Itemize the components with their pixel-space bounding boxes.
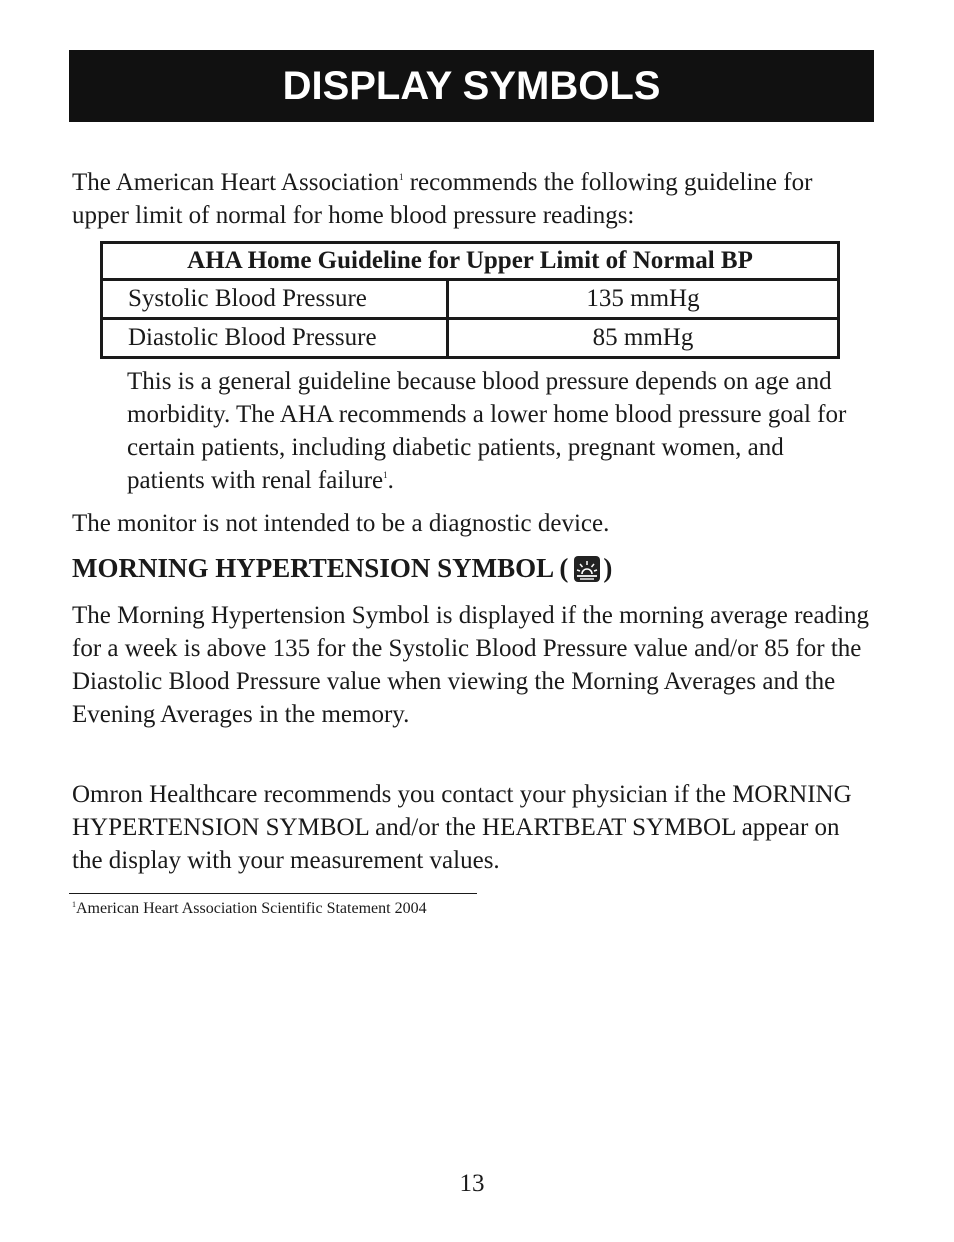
- row-value-systolic: 135 mmHg: [448, 280, 839, 319]
- header-banner: [69, 50, 874, 122]
- table-header-row: [102, 243, 839, 280]
- row-value-diastolic: 85 mmHg: [448, 319, 839, 358]
- guideline-note: [127, 365, 857, 497]
- table-title: AHA Home Guideline for Upper Limit of Normal BP: [102, 243, 839, 280]
- page-number: 13: [459, 1170, 485, 1197]
- bp-guideline-table: [100, 241, 840, 359]
- sunrise-icon: [574, 556, 600, 582]
- guideline-note-text: This is a general guideline because blood pressure depends on age and morbidity. The AHA recommends a lower home blood pressure goal for certain patients, including diabetic patients, pregnant women, and patients with renal failure: [127, 368, 847, 494]
- heading-text-before: MORNING HYPERTENSION SYMBOL (: [72, 553, 569, 583]
- guideline-footnote-ref: 1: [383, 470, 388, 480]
- heading-text-after: ): [603, 553, 613, 583]
- table-row: [102, 319, 839, 358]
- intro-paragraph: [72, 166, 872, 232]
- disclaimer-text: The monitor is not intended to be a diagnostic device.: [72, 510, 610, 537]
- morning-hypertension-heading: [72, 553, 612, 584]
- footnote-text: American Heart Association Scientific Statement 2004: [76, 900, 427, 917]
- page-title: DISPLAY SYMBOLS: [282, 63, 661, 108]
- intro-footnote-ref: 1: [398, 172, 404, 182]
- footnote-divider: [69, 893, 477, 894]
- row-label-systolic: Systolic Blood Pressure: [102, 280, 448, 319]
- footnote: [72, 900, 427, 918]
- intro-text-before: The American Heart Association: [72, 169, 399, 196]
- table-row: [102, 280, 839, 319]
- footnote-ref: 1: [72, 900, 76, 909]
- guideline-note-end: .: [387, 467, 394, 494]
- recommendation-paragraph: Omron Healthcare recommends you contact your physician if the MORNING HYPERTENSION SYMBOL and/or the HEARTBEAT SYMBOL appear on the display with your measurement values.: [72, 781, 852, 874]
- intro-text-after: recommends the following guideline for upper limit of normal for home blood pressure readings:: [72, 169, 813, 229]
- row-label-diastolic: Diastolic Blood Pressure: [102, 319, 448, 358]
- morning-section-body: The Morning Hypertension Symbol is displayed if the morning average reading for a week is above 135 for the Systolic Blood Pressure value and/or 85 for the Diastolic Blood Pressure value when viewing the Morning Averages and the Evening Averages in the memory.: [72, 602, 870, 728]
